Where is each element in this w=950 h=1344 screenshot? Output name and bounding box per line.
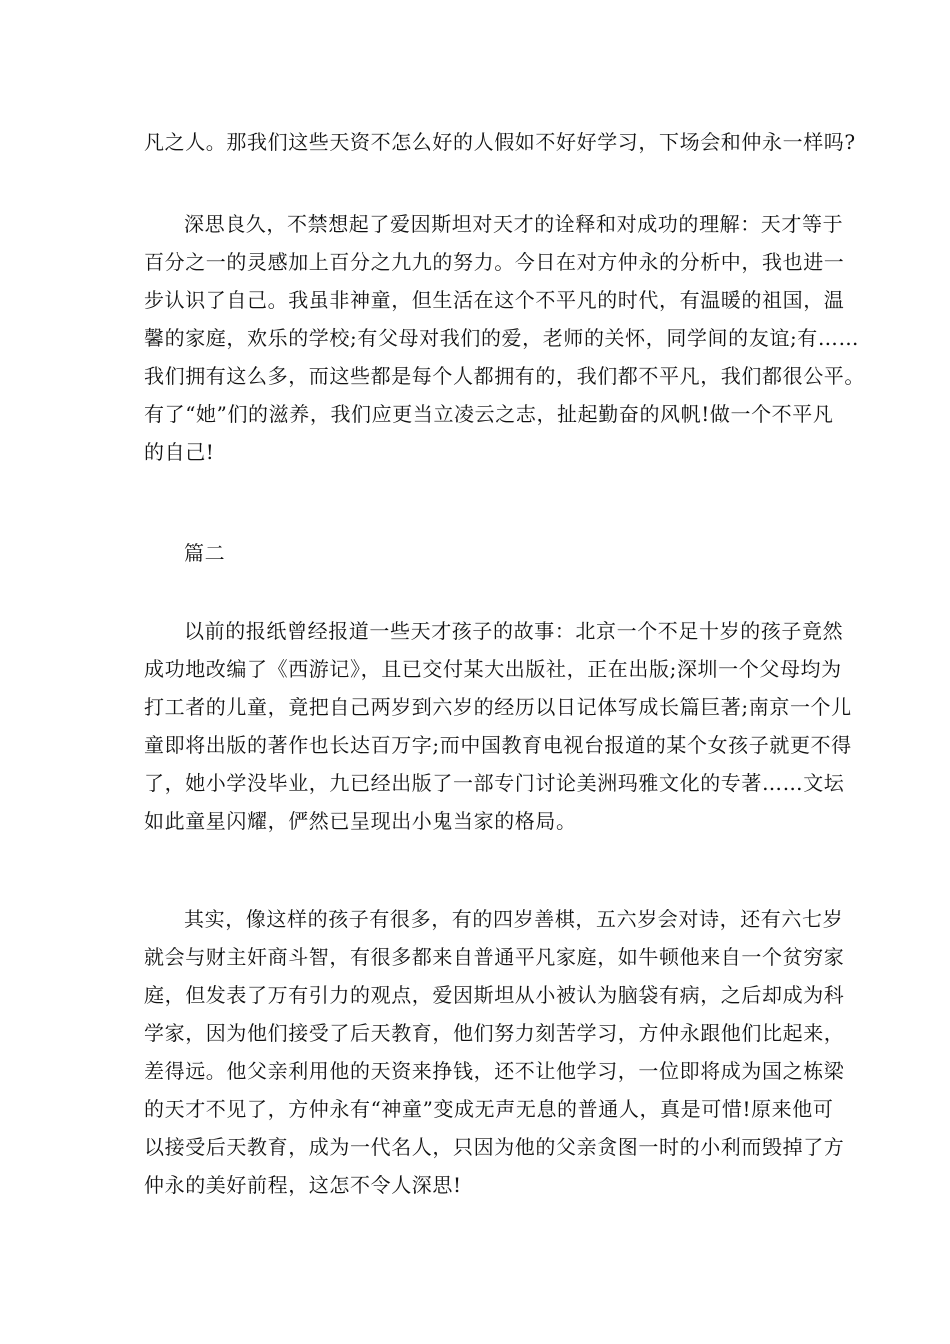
text-line: 以接受后天教育，成为一代名人，只因为他的父亲贪图一时的小利而毁掉了方 [144,1135,845,1159]
text-line: 了，她小学没毕业，九已经出版了一部专门讨论美洲玛雅文化的专著……文坛 [144,771,845,795]
text-line: 差得远。他父亲利用他的天资来挣钱，还不让他学习，一位即将成为国之栋梁 [144,1059,845,1083]
text-line: 的天才不见了，方仲永有“神童”变成无声无息的普通人，真是可惜!原来他可 [144,1097,834,1121]
text-line: 以前的报纸曾经报道一些天才孩子的故事：北京一个不足十岁的孩子竟然 [184,619,844,643]
section-heading-text: 篇二 [184,541,226,565]
text-line: 学家，因为他们接受了后天教育，他们努力刻苦学习，方仲永跟他们比起来， [144,1021,845,1045]
text-line: 深思良久，不禁想起了爱因斯坦对天才的诠释和对成功的理解：天才等于 [184,212,844,236]
text-line: 我们拥有这么多，而这些都是每个人都拥有的，我们都不平凡，我们都很公平。 [144,364,865,388]
paragraph-3 [144,612,852,840]
text-line: 成功地改编了《西游记》，且已交付某大出版社，正在出版;深圳一个父母均为 [144,657,842,681]
text-line: 百分之一的灵感加上百分之九九的努力。今日在对方仲永的分析中，我也进一 [144,250,845,274]
text-line: 童即将出版的著作也长达百万字;而中国教育电视台报道的某个女孩子就更不得 [144,733,852,757]
text-line: 有了“她”们的滋养，我们应更当立凌云之志，扯起勤奋的风帆!做一个不平凡 [144,402,834,426]
paragraph-1 [144,123,856,161]
paragraph-4 [144,900,844,1204]
text-line: 打工者的儿童，竟把自己两岁到六岁的经历以日记体写成长篇巨著;南京一个儿 [144,695,852,719]
text-line: 步认识了自己。我虽非神童，但生活在这个不平凡的时代，有温暖的祖国，温 [144,288,845,312]
text-line: 馨的家庭，欢乐的学校;有父母对我们的爱，老师的关怀，同学间的友谊;有…… [144,326,860,350]
text-line: 仲永的美好前程，这怎不令人深思! [144,1173,462,1197]
text-line: 的自己! [144,440,215,464]
text-line: 凡之人。那我们这些天资不怎么好的人假如不好好学习，下场会和仲永一样吗? [144,130,856,154]
text-line: 其实，像这样的孩子有很多，有的四岁善棋，五六岁会对诗，还有六七岁 [184,907,844,931]
text-line: 庭，但发表了万有引力的观点，爱因斯坦从小被认为脑袋有病，之后却成为科 [144,983,845,1007]
paragraph-2 [144,205,865,471]
text-line: 如此童星闪耀，俨然已呈现出小鬼当家的格局。 [144,809,577,833]
section-heading [144,534,225,572]
text-line: 就会与财主奸商斗智，有很多都来自普通平凡家庭，如牛顿他来自一个贫穷家 [144,945,845,969]
